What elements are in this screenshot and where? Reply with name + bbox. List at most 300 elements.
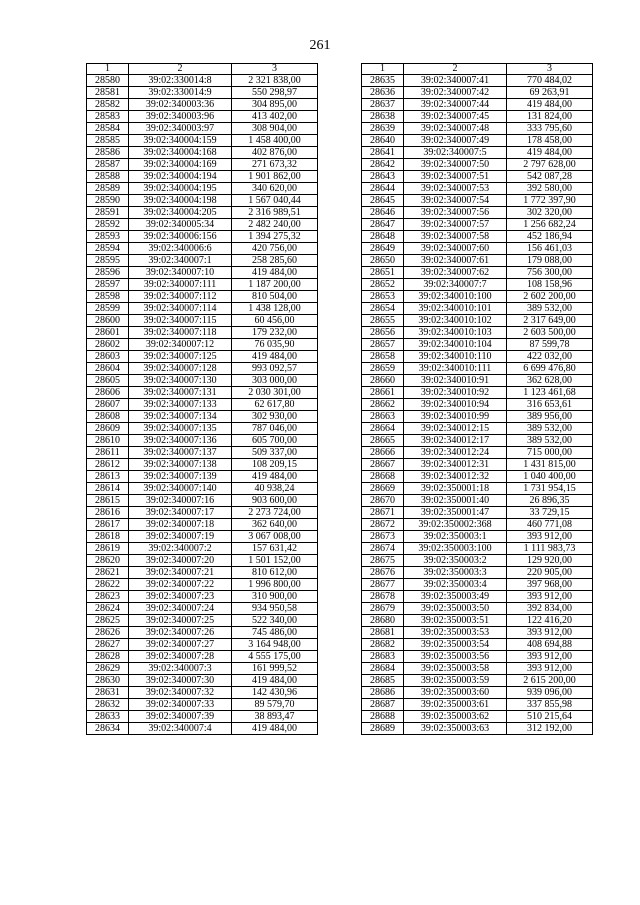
- cadastral-number-cell: 39:02:340007:134: [129, 411, 232, 423]
- table-row: [362, 147, 593, 159]
- row-number-cell: 28657: [362, 339, 404, 351]
- table-row: [362, 303, 593, 315]
- cadastral-value-cell: 419 484,00: [232, 723, 318, 735]
- cadastral-value-cell: 1 567 040,44: [232, 195, 318, 207]
- cadastral-number-cell: 39:02:340007:133: [129, 399, 232, 411]
- table-row: [362, 315, 593, 327]
- cadastral-number-cell: 39:02:350003:50: [404, 603, 507, 615]
- cadastral-number-cell: 39:02:350003:62: [404, 711, 507, 723]
- cadastral-value-cell: 131 824,00: [507, 111, 593, 123]
- table-row: [362, 435, 593, 447]
- cadastral-number-cell: 39:02:340007:125: [129, 351, 232, 363]
- cadastral-value-cell: 397 968,00: [507, 579, 593, 591]
- row-number-cell: 28599: [87, 303, 129, 315]
- table-row: [87, 639, 318, 651]
- cadastral-number-cell: 39:02:340007:1: [129, 255, 232, 267]
- cadastral-value-cell: 1 772 397,90: [507, 195, 593, 207]
- table-row: [87, 627, 318, 639]
- table-row: [87, 423, 318, 435]
- cadastral-value-cell: 2 316 989,51: [232, 207, 318, 219]
- cadastral-value-cell: 1 123 461,68: [507, 387, 593, 399]
- cadastral-value-cell: 1 111 983,73: [507, 543, 593, 555]
- table-row: [87, 135, 318, 147]
- row-number-cell: 28607: [87, 399, 129, 411]
- table-row: [362, 411, 593, 423]
- page-number: 261: [309, 38, 331, 53]
- cadastral-number-cell: 39:02:340007:10: [129, 267, 232, 279]
- cadastral-value-cell: 419 484,00: [507, 99, 593, 111]
- row-number-cell: 28608: [87, 411, 129, 423]
- table-row: [362, 183, 593, 195]
- cadastral-value-cell: 2 797 628,00: [507, 159, 593, 171]
- cadastral-number-cell: 39:02:340010:100: [404, 291, 507, 303]
- cadastral-number-cell: 39:02:340010:99: [404, 411, 507, 423]
- cadastral-value-cell: 452 186,94: [507, 231, 593, 243]
- cadastral-value-cell: 419 484,00: [232, 351, 318, 363]
- table-row: [362, 603, 593, 615]
- cadastral-number-cell: 39:02:350003:4: [404, 579, 507, 591]
- cadastral-value-cell: 304 895,00: [232, 99, 318, 111]
- cadastral-value-cell: 2 273 724,00: [232, 507, 318, 519]
- cadastral-number-cell: 39:02:340004:205: [129, 207, 232, 219]
- table-row: [362, 591, 593, 603]
- table-row: [87, 399, 318, 411]
- cadastral-value-cell: 303 000,00: [232, 375, 318, 387]
- row-number-cell: 28635: [362, 75, 404, 87]
- row-number-cell: 28593: [87, 231, 129, 243]
- cadastral-value-cell: 389 956,00: [507, 411, 593, 423]
- cadastral-value-cell: 258 285,60: [232, 255, 318, 267]
- table-row: [362, 543, 593, 555]
- table-row: [362, 87, 593, 99]
- cadastral-number-cell: 39:02:330014:9: [129, 87, 232, 99]
- table-row: [362, 651, 593, 663]
- cadastral-value-cell: 2 603 500,00: [507, 327, 593, 339]
- table-row: [362, 579, 593, 591]
- table-row: [87, 471, 318, 483]
- cadastral-value-cell: 402 876,00: [232, 147, 318, 159]
- row-number-cell: 28652: [362, 279, 404, 291]
- right-table: [361, 63, 593, 735]
- row-number-cell: 28678: [362, 591, 404, 603]
- cadastral-value-cell: 69 263,91: [507, 87, 593, 99]
- table-row: [362, 135, 593, 147]
- table-row: [362, 75, 593, 87]
- cadastral-number-cell: 39:02:340010:101: [404, 303, 507, 315]
- row-number-cell: 28660: [362, 375, 404, 387]
- cadastral-value-cell: 362 640,00: [232, 519, 318, 531]
- row-number-cell: 28588: [87, 171, 129, 183]
- row-number-cell: 28684: [362, 663, 404, 675]
- cadastral-number-cell: 39:02:340007:139: [129, 471, 232, 483]
- table-row: [362, 495, 593, 507]
- cadastral-number-cell: 39:02:340007:60: [404, 243, 507, 255]
- row-number-cell: 28670: [362, 495, 404, 507]
- cadastral-value-cell: 87 599,78: [507, 339, 593, 351]
- cadastral-number-cell: 39:02:340010:103: [404, 327, 507, 339]
- cadastral-number-cell: 39:02:340012:31: [404, 459, 507, 471]
- table-row: [362, 615, 593, 627]
- row-number-cell: 28620: [87, 555, 129, 567]
- cadastral-number-cell: 39:02:350001:40: [404, 495, 507, 507]
- row-number-cell: 28650: [362, 255, 404, 267]
- table-row: [362, 363, 593, 375]
- cadastral-value-cell: 2 482 240,00: [232, 219, 318, 231]
- table-row: [87, 567, 318, 579]
- table-row: [87, 375, 318, 387]
- cadastral-value-cell: 542 087,28: [507, 171, 593, 183]
- table-row: [87, 495, 318, 507]
- table-row: [87, 255, 318, 267]
- row-number-cell: 28656: [362, 327, 404, 339]
- cadastral-value-cell: 1 731 954,15: [507, 483, 593, 495]
- table-row: [87, 555, 318, 567]
- row-number-cell: 28585: [87, 135, 129, 147]
- cadastral-number-cell: 39:02:340007:39: [129, 711, 232, 723]
- cadastral-number-cell: 39:02:340007:62: [404, 267, 507, 279]
- row-number-cell: 28594: [87, 243, 129, 255]
- table-row: [87, 327, 318, 339]
- cadastral-number-cell: 39:02:350003:100: [404, 543, 507, 555]
- row-number-cell: 28628: [87, 651, 129, 663]
- row-number-cell: 28658: [362, 351, 404, 363]
- cadastral-value-cell: 2 602 200,00: [507, 291, 593, 303]
- cadastral-number-cell: 39:02:350003:49: [404, 591, 507, 603]
- cadastral-value-cell: 316 653,61: [507, 399, 593, 411]
- table-row: [362, 339, 593, 351]
- table-row: [87, 75, 318, 87]
- cadastral-value-cell: 1 501 152,00: [232, 555, 318, 567]
- cadastral-value-cell: 522 340,00: [232, 615, 318, 627]
- table-row: [87, 591, 318, 603]
- cadastral-value-cell: 408 694,88: [507, 639, 593, 651]
- row-number-cell: 28606: [87, 387, 129, 399]
- cadastral-value-cell: 2 030 301,00: [232, 387, 318, 399]
- cadastral-number-cell: 39:02:340007:33: [129, 699, 232, 711]
- row-number-cell: 28679: [362, 603, 404, 615]
- cadastral-value-cell: 934 950,58: [232, 603, 318, 615]
- table-row: [87, 291, 318, 303]
- row-number-cell: 28581: [87, 87, 129, 99]
- row-number-cell: 28630: [87, 675, 129, 687]
- row-number-cell: 28664: [362, 423, 404, 435]
- cadastral-number-cell: 39:02:340012:32: [404, 471, 507, 483]
- cadastral-value-cell: 939 096,00: [507, 687, 593, 699]
- cadastral-number-cell: 39:02:340007:118: [129, 327, 232, 339]
- cadastral-value-cell: 770 484,02: [507, 75, 593, 87]
- cadastral-number-cell: 39:02:350003:53: [404, 627, 507, 639]
- cadastral-value-cell: 60 456,00: [232, 315, 318, 327]
- cadastral-value-cell: 422 032,00: [507, 351, 593, 363]
- row-number-cell: 28676: [362, 567, 404, 579]
- row-number-cell: 28625: [87, 615, 129, 627]
- row-number-cell: 28586: [87, 147, 129, 159]
- table-row: [87, 123, 318, 135]
- cadastral-value-cell: 756 300,00: [507, 267, 593, 279]
- row-number-cell: 28666: [362, 447, 404, 459]
- cadastral-number-cell: 39:02:340007:12: [129, 339, 232, 351]
- table-row: [87, 411, 318, 423]
- row-number-cell: 28592: [87, 219, 129, 231]
- table-row: [87, 615, 318, 627]
- row-number-cell: 28653: [362, 291, 404, 303]
- table-row: [87, 279, 318, 291]
- row-number-cell: 28681: [362, 627, 404, 639]
- table-row: [87, 159, 318, 171]
- row-number-cell: 28688: [362, 711, 404, 723]
- row-number-cell: 28667: [362, 459, 404, 471]
- cadastral-number-cell: 39:02:340007:24: [129, 603, 232, 615]
- row-number-cell: 28654: [362, 303, 404, 315]
- cadastral-value-cell: 510 215,64: [507, 711, 593, 723]
- table-row: [87, 543, 318, 555]
- table-row: [362, 99, 593, 111]
- table-row: [362, 459, 593, 471]
- cadastral-value-cell: 1 458 400,00: [232, 135, 318, 147]
- table-row: [87, 87, 318, 99]
- table-row: [87, 531, 318, 543]
- cadastral-value-cell: 389 532,00: [507, 303, 593, 315]
- row-number-cell: 28659: [362, 363, 404, 375]
- row-number-cell: 28649: [362, 243, 404, 255]
- table-row: [362, 663, 593, 675]
- cadastral-number-cell: 39:02:340007:16: [129, 495, 232, 507]
- table-row: [87, 243, 318, 255]
- cadastral-value-cell: 1 438 128,00: [232, 303, 318, 315]
- table-row: [87, 363, 318, 375]
- cadastral-value-cell: 903 600,00: [232, 495, 318, 507]
- row-number-cell: 28610: [87, 435, 129, 447]
- cadastral-number-cell: 39:02:340004:168: [129, 147, 232, 159]
- row-number-cell: 28587: [87, 159, 129, 171]
- cadastral-number-cell: 39:02:340007:18: [129, 519, 232, 531]
- cadastral-value-cell: 810 612,00: [232, 567, 318, 579]
- row-number-cell: 28673: [362, 531, 404, 543]
- cadastral-number-cell: 39:02:340007:21: [129, 567, 232, 579]
- cadastral-number-cell: 39:02:350003:1: [404, 531, 507, 543]
- header-col-3: 3: [232, 64, 318, 75]
- row-number-cell: 28637: [362, 99, 404, 111]
- table-row: [362, 375, 593, 387]
- cadastral-value-cell: 157 631,42: [232, 543, 318, 555]
- row-number-cell: 28665: [362, 435, 404, 447]
- cadastral-number-cell: 39:02:330014:8: [129, 75, 232, 87]
- cadastral-value-cell: 389 532,00: [507, 423, 593, 435]
- row-number-cell: 28583: [87, 111, 129, 123]
- cadastral-value-cell: 393 912,00: [507, 627, 593, 639]
- cadastral-value-cell: 419 484,00: [507, 147, 593, 159]
- cadastral-value-cell: 302 930,00: [232, 411, 318, 423]
- cadastral-value-cell: 26 896,35: [507, 495, 593, 507]
- table-row: [87, 351, 318, 363]
- table-row: [87, 507, 318, 519]
- row-number-cell: 28677: [362, 579, 404, 591]
- table-row: [87, 303, 318, 315]
- cadastral-value-cell: 76 035,90: [232, 339, 318, 351]
- table-row: [87, 699, 318, 711]
- cadastral-value-cell: 393 912,00: [507, 591, 593, 603]
- row-number-cell: 28614: [87, 483, 129, 495]
- left-table: [86, 63, 318, 735]
- cadastral-number-cell: 39:02:340007:51: [404, 171, 507, 183]
- row-number-cell: 28622: [87, 579, 129, 591]
- cadastral-value-cell: 271 673,32: [232, 159, 318, 171]
- cadastral-value-cell: 393 912,00: [507, 651, 593, 663]
- cadastral-number-cell: 39:02:340006:156: [129, 231, 232, 243]
- table-row: [362, 627, 593, 639]
- cadastral-value-cell: 392 834,00: [507, 603, 593, 615]
- table-row: [362, 471, 593, 483]
- cadastral-number-cell: 39:02:340010:94: [404, 399, 507, 411]
- cadastral-number-cell: 39:02:350003:61: [404, 699, 507, 711]
- cadastral-value-cell: 1 040 400,00: [507, 471, 593, 483]
- cadastral-number-cell: 39:02:350001:18: [404, 483, 507, 495]
- table-row: [362, 171, 593, 183]
- header-row: [362, 64, 593, 75]
- cadastral-value-cell: 179 232,00: [232, 327, 318, 339]
- cadastral-number-cell: 39:02:340007:22: [129, 579, 232, 591]
- cadastral-number-cell: 39:02:350001:47: [404, 507, 507, 519]
- cadastral-number-cell: 39:02:350003:63: [404, 723, 507, 735]
- row-number-cell: 28644: [362, 183, 404, 195]
- cadastral-value-cell: 4 555 175,00: [232, 651, 318, 663]
- cadastral-number-cell: 39:02:340007:20: [129, 555, 232, 567]
- table-row: [87, 675, 318, 687]
- cadastral-number-cell: 39:02:340004:194: [129, 171, 232, 183]
- cadastral-value-cell: 392 580,00: [507, 183, 593, 195]
- row-number-cell: 28603: [87, 351, 129, 363]
- cadastral-value-cell: 3 067 008,00: [232, 531, 318, 543]
- cadastral-value-cell: 419 484,00: [232, 267, 318, 279]
- row-number-cell: 28624: [87, 603, 129, 615]
- cadastral-value-cell: 810 504,00: [232, 291, 318, 303]
- row-number-cell: 28634: [87, 723, 129, 735]
- table-row: [87, 483, 318, 495]
- cadastral-number-cell: 39:02:340007:41: [404, 75, 507, 87]
- table-row: [87, 207, 318, 219]
- header-col-1: 1: [362, 64, 404, 75]
- table-row: [362, 327, 593, 339]
- cadastral-number-cell: 39:02:340007:54: [404, 195, 507, 207]
- table-row: [362, 243, 593, 255]
- cadastral-number-cell: 39:02:350003:3: [404, 567, 507, 579]
- row-number-cell: 28597: [87, 279, 129, 291]
- cadastral-number-cell: 39:02:340007:56: [404, 207, 507, 219]
- cadastral-value-cell: 389 532,00: [507, 435, 593, 447]
- row-number-cell: 28596: [87, 267, 129, 279]
- cadastral-number-cell: 39:02:350003:51: [404, 615, 507, 627]
- cadastral-value-cell: 1 901 862,00: [232, 171, 318, 183]
- cadastral-value-cell: 393 912,00: [507, 531, 593, 543]
- cadastral-number-cell: 39:02:340004:198: [129, 195, 232, 207]
- cadastral-value-cell: 33 729,15: [507, 507, 593, 519]
- cadastral-value-cell: 3 164 948,00: [232, 639, 318, 651]
- cadastral-number-cell: 39:02:340005:34: [129, 219, 232, 231]
- cadastral-value-cell: 129 920,00: [507, 555, 593, 567]
- cadastral-number-cell: 39:02:340007:27: [129, 639, 232, 651]
- table-row: [362, 231, 593, 243]
- row-number-cell: 28663: [362, 411, 404, 423]
- cadastral-number-cell: 39:02:340007:57: [404, 219, 507, 231]
- row-number-cell: 28605: [87, 375, 129, 387]
- cadastral-value-cell: 6 699 476,80: [507, 363, 593, 375]
- cadastral-number-cell: 39:02:340007:17: [129, 507, 232, 519]
- cadastral-value-cell: 108 158,96: [507, 279, 593, 291]
- cadastral-number-cell: 39:02:340007:128: [129, 363, 232, 375]
- table-row: [362, 723, 593, 735]
- row-number-cell: 28604: [87, 363, 129, 375]
- table-row: [87, 99, 318, 111]
- table-row: [87, 603, 318, 615]
- cadastral-value-cell: 2 321 838,00: [232, 75, 318, 87]
- table-row: [87, 435, 318, 447]
- row-number-cell: 28601: [87, 327, 129, 339]
- cadastral-value-cell: 605 700,00: [232, 435, 318, 447]
- cadastral-value-cell: 312 192,00: [507, 723, 593, 735]
- row-number-cell: 28631: [87, 687, 129, 699]
- cadastral-number-cell: 39:02:350003:56: [404, 651, 507, 663]
- table-row: [362, 207, 593, 219]
- table-row: [362, 699, 593, 711]
- cadastral-number-cell: 39:02:340007:30: [129, 675, 232, 687]
- cadastral-value-cell: 40 938,24: [232, 483, 318, 495]
- cadastral-number-cell: 39:02:340007:111: [129, 279, 232, 291]
- cadastral-number-cell: 39:02:340010:111: [404, 363, 507, 375]
- table-row: [362, 555, 593, 567]
- cadastral-number-cell: 39:02:340007:19: [129, 531, 232, 543]
- header-col-2: 2: [404, 64, 507, 75]
- table-row: [362, 255, 593, 267]
- cadastral-number-cell: 39:02:340007:50: [404, 159, 507, 171]
- row-number-cell: 28687: [362, 699, 404, 711]
- row-number-cell: 28613: [87, 471, 129, 483]
- table-row: [87, 339, 318, 351]
- row-number-cell: 28619: [87, 543, 129, 555]
- row-number-cell: 28612: [87, 459, 129, 471]
- row-number-cell: 28584: [87, 123, 129, 135]
- row-number-cell: 28641: [362, 147, 404, 159]
- cadastral-number-cell: 39:02:340010:110: [404, 351, 507, 363]
- cadastral-number-cell: 39:02:340007:5: [404, 147, 507, 159]
- table-row: [87, 267, 318, 279]
- cadastral-number-cell: 39:02:350003:59: [404, 675, 507, 687]
- row-number-cell: 28616: [87, 507, 129, 519]
- row-number-cell: 28669: [362, 483, 404, 495]
- cadastral-value-cell: 38 893,47: [232, 711, 318, 723]
- cadastral-number-cell: 39:02:340004:159: [129, 135, 232, 147]
- cadastral-value-cell: 89 579,70: [232, 699, 318, 711]
- row-number-cell: 28591: [87, 207, 129, 219]
- row-number-cell: 28674: [362, 543, 404, 555]
- row-number-cell: 28633: [87, 711, 129, 723]
- cadastral-number-cell: 39:02:340004:195: [129, 183, 232, 195]
- cadastral-value-cell: 178 458,00: [507, 135, 593, 147]
- row-number-cell: 28615: [87, 495, 129, 507]
- cadastral-number-cell: 39:02:340007:61: [404, 255, 507, 267]
- cadastral-number-cell: 39:02:340012:24: [404, 447, 507, 459]
- cadastral-value-cell: 1 431 815,00: [507, 459, 593, 471]
- row-number-cell: 28661: [362, 387, 404, 399]
- cadastral-value-cell: 308 904,00: [232, 123, 318, 135]
- cadastral-value-cell: 310 900,00: [232, 591, 318, 603]
- cadastral-number-cell: 39:02:340007:7: [404, 279, 507, 291]
- row-number-cell: 28662: [362, 399, 404, 411]
- table-row: [87, 651, 318, 663]
- row-number-cell: 28636: [362, 87, 404, 99]
- cadastral-number-cell: 39:02:340007:49: [404, 135, 507, 147]
- cadastral-number-cell: 39:02:340007:115: [129, 315, 232, 327]
- cadastral-value-cell: 1 996 800,00: [232, 579, 318, 591]
